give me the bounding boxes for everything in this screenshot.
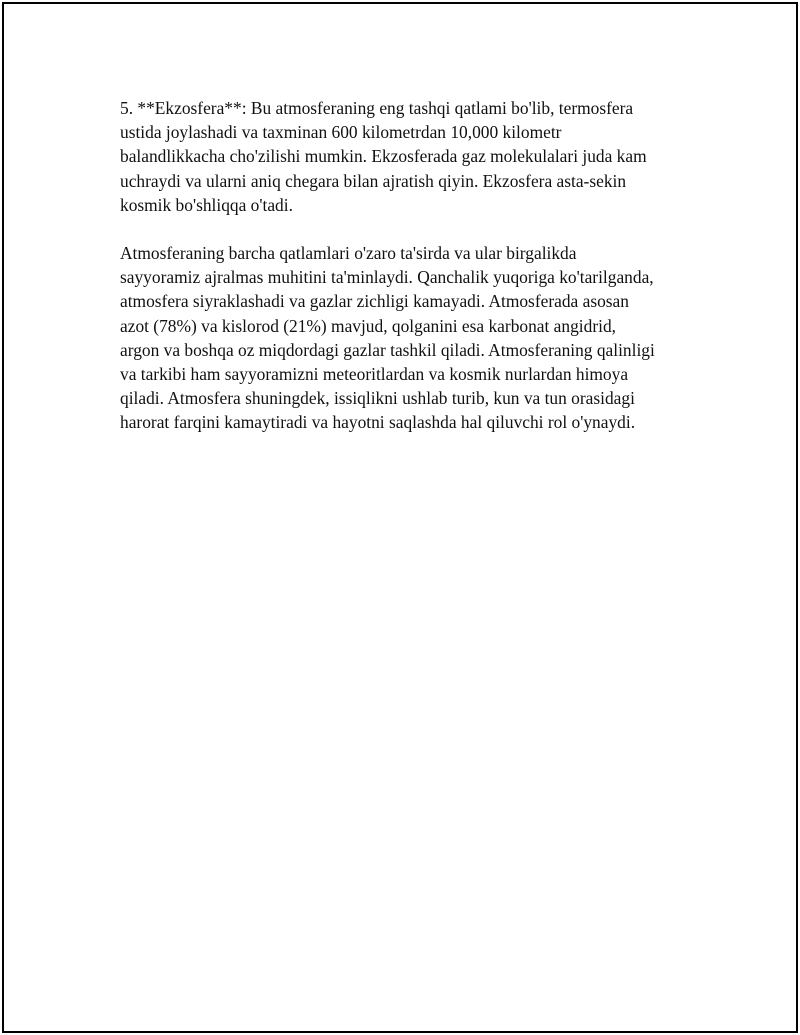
- paragraph-atmosphere-summary: Atmosferaning barcha qatlamlari o'zaro ta'sirda va ular birgalikda sayyoramiz ajralmas muhitini ta'minlaydi. Qanchalik yuqoriga ko'tarilganda, atmosfera siyraklashadi va gazlar zichligi kamayadi. Atmosferada asosan azot (78%) va kislorod (21%) mavjud, qolganini esa karbonat angidrid, argon va boshqa oz miqdordagi gazlar tashkil qiladi. Atmosferaning qalinligi va tarkibi ham sayyoramizni meteoritlardan va kosmik nurlardan himoya qiladi. Atmosfera shuningdek, issiqlikni ushlab turib, kun va tun orasidagi harorat farqini kamaytiradi va hayotni saqlashda hal qiluvchi rol o'ynaydi.: [120, 243, 655, 433]
- paragraph-exosphere: 5. **Ekzosfera**: Bu atmosferaning eng tashqi qatlami bo'lib, termosfera ustida joylashadi va taxminan 600 kilometrdan 10,000 kilometr balandlikkacha cho'zilishi mumkin. Ekzosferada gaz molekulalari juda kam uchraydi va ularni aniq chegara bilan ajratish qiyin. Ekzosfera asta-sekin kosmik bo'shliqqa o'tadi.: [120, 98, 647, 215]
- document-body: [120, 96, 705, 459]
- document-page: [2, 2, 798, 1033]
